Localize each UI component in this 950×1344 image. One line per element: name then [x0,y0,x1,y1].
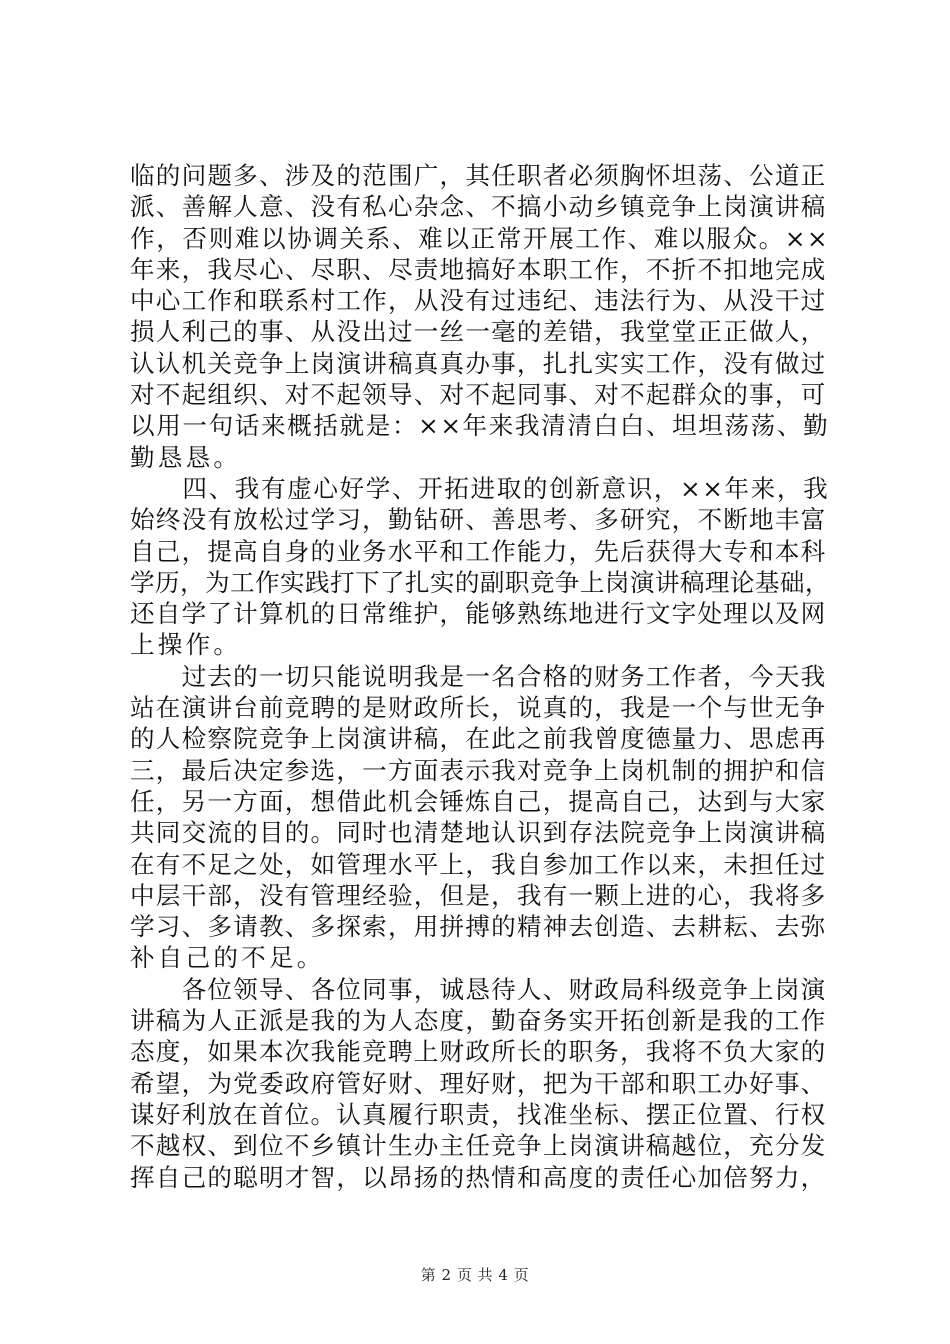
text-line: 态度，如果本次我能竞聘上财政所长的职务，我将不负大家的 [130,1037,827,1067]
text-line: 损人利己的事、从没出过一丝一毫的差错，我堂堂正正做人， [130,317,827,347]
text-line: 过去的一切只能说明我是一名合格的财务工作者，今天我 [130,661,827,691]
text-line: 在有不足之处，如管理水平上，我自参加工作以来，未担任过 [130,849,827,879]
text-line: 共同交流的目的。同时也清楚地认识到存法院竞争上岗演讲稿 [130,818,827,848]
text-line: 的人检察院竞争上岗演讲稿，在此之前我曾度德量力、思虑再 [130,724,827,754]
text-line: 临的问题多、涉及的范围广，其任职者必须胸怀坦荡、公道正 [130,161,827,190]
page-number-label: 第 2 页 共 4 页 [420,1266,530,1284]
text-line: 以用一句话来概括就是：××年来我清清白白、坦坦荡荡、勤 [130,411,830,441]
text-line: 上操作。 [130,630,242,660]
text-line: 站在演讲台前竞聘的是财政所长，说真的，我是一个与世无争 [130,693,827,723]
text-line: 挥自己的聪明才智，以昂扬的热情和高度的责任心加倍努力， [130,1162,827,1192]
text-line: 派、善解人意、没有私心杂念、不搞小动乡镇竞争上岗演讲稿 [130,192,827,222]
text-line: 认认机关竞争上岗演讲稿真真办事，扎扎实实工作，没有做过 [130,348,827,378]
text-line: 学习、多请教、多探索，用拼搏的精神去创造、去耕耘、去弥 [130,912,827,942]
page-footer [0,1265,950,1285]
text-line: 任，另一方面，想借此机会锤炼自己，提高自己，达到与大家 [130,786,827,816]
text-line: 不越权、到位不乡镇计生办主任竞争上岗演讲稿越位，充分发 [130,1131,827,1161]
text-line: 讲稿为人正派是我的为人态度，勤奋务实开拓创新是我的工作 [130,1006,827,1036]
text-line: 补自己的不足。 [130,943,325,973]
text-line: 中心工作和联系村工作，从没有过违纪、违法行为、从没干过 [130,286,827,316]
text-line: 希望，为党委政府管好财、理好财，把为干部和职工办好事、 [130,1068,827,1098]
text-line: 谋好利放在首位。认真履行职责，找准坐标、摆正位置、行权 [130,1099,827,1129]
text-line: 学历，为工作实践打下了扎实的副职竞争上岗演讲稿理论基础， [130,567,830,597]
text-line: 四、我有虚心好学、开拓进取的创新意识，××年来，我 [130,473,830,503]
text-line: 各位领导、各位同事，诚恳待人、财政局科级竞争上岗演 [130,974,827,1004]
text-line: 勤恳恳。 [130,442,242,472]
text-line: 始终没有放松过学习，勤钻研、善思考、多研究，不断地丰富 [130,505,827,535]
text-line: 自己，提高自身的业务水平和工作能力，先后获得大专和本科 [130,536,827,566]
text-line: 作，否则难以协调关系、难以正常开展工作、难以服众。×× [130,223,830,253]
text-line: 还自学了计算机的日常维护，能够熟练地进行文字处理以及网 [130,599,827,629]
text-line: 中层干部，没有管理经验，但是，我有一颗上进的心，我将多 [130,880,827,910]
body-text [130,160,830,1193]
text-line: 对不起组织、对不起领导、对不起同事、对不起群众的事，可 [130,380,827,410]
text-line: 年来，我尽心、尽职、尽责地搞好本职工作，不折不扣地完成 [130,254,827,284]
text-line: 三，最后决定参选，一方面表示我对竞争上岗机制的拥护和信 [130,755,827,785]
